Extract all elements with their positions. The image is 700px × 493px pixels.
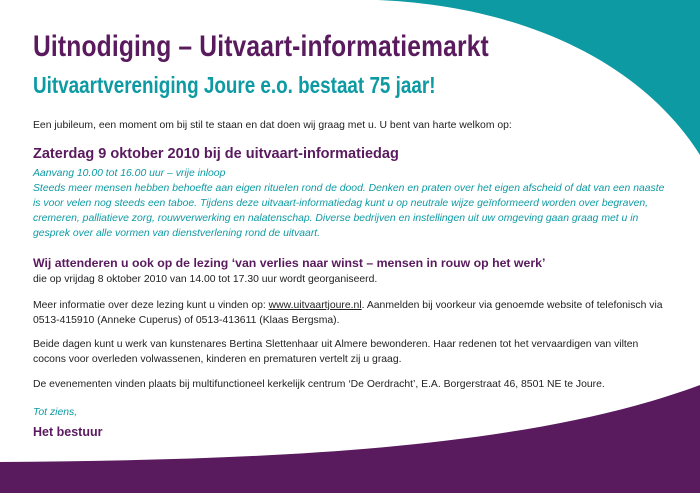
- event-description: Steeds meer mensen hebben behoefte aan eigen ritueIen rond de dood. Denken en praten over het eigen afscheid of dat van een naaste is voor velen nog steeds een taboe. Tijdens deze uitvaart-informatiedag kunt u op neutrale wijze geïnformeerd worden over begraven, cremeren, palliatieve zorg, rouwverwerking en nalatenschap. Diverse bedrijven en instellingen uit uw omgeving gaan graag met u in gesprek over alle vormen van dienstverlening rond de uitvaart.: [33, 183, 665, 239]
- signature: Het bestuur: [33, 425, 103, 439]
- info-paragraph: [33, 298, 673, 328]
- event-time: Aanvang 10.00 tot 16.00 uur – vrije inloop: [33, 168, 226, 179]
- info-suffix: . Aanmelden bij voorkeur via genoemde website of telefonisch via 0513-415910 (Anneke Cuperus) of 0513-413611 (Klaas Bergsma).: [33, 300, 663, 326]
- location-paragraph: De evenementen vinden plaats bij multifunctioneel kerkelijk centrum ‘De Oerdracht’, E.A. Borgerstraat 46, 8501 NE te Joure.: [33, 379, 605, 390]
- lecture-detail: die op vrijdag 8 oktober 2010 van 14.00 tot 17.30 uur wordt georganiseerd.: [33, 274, 378, 285]
- info-prefix: Meer informatie over deze lezing kunt u vinden op:: [33, 300, 269, 311]
- website-link[interactable]: www.uitvaartjoure.nl: [268, 300, 362, 311]
- event-heading: Zaterdag 9 oktober 2010 bij de uitvaart-informatiedag: [33, 146, 399, 162]
- intro-text: Een jubileum, een moment om bij stil te staan en dat doen wij graag met u. U bent van harte welkom op:: [33, 120, 512, 131]
- artist-paragraph: Beide dagen kunt u werk van kunstenares Bertina Slettenhaar uit Almere bewonderen. Haar redenen tot het vervaardigen van vilten cocons voor overleden volwassenen, kinderen en prematuren vertelt zij u graag.: [33, 339, 639, 365]
- purple-band-shape: [0, 385, 700, 493]
- page-title: Uitnodiging – Uitvaart-informatiemarkt: [33, 30, 489, 63]
- page-subtitle: Uitvaartvereniging Joure e.o. bestaat 75 jaar!: [33, 72, 436, 98]
- lecture-heading: Wij attenderen u ook op de lezing ‘van verlies naar winst – mensen in rouw op het werk’: [33, 256, 546, 270]
- closing-text: Tot ziens,: [33, 407, 78, 418]
